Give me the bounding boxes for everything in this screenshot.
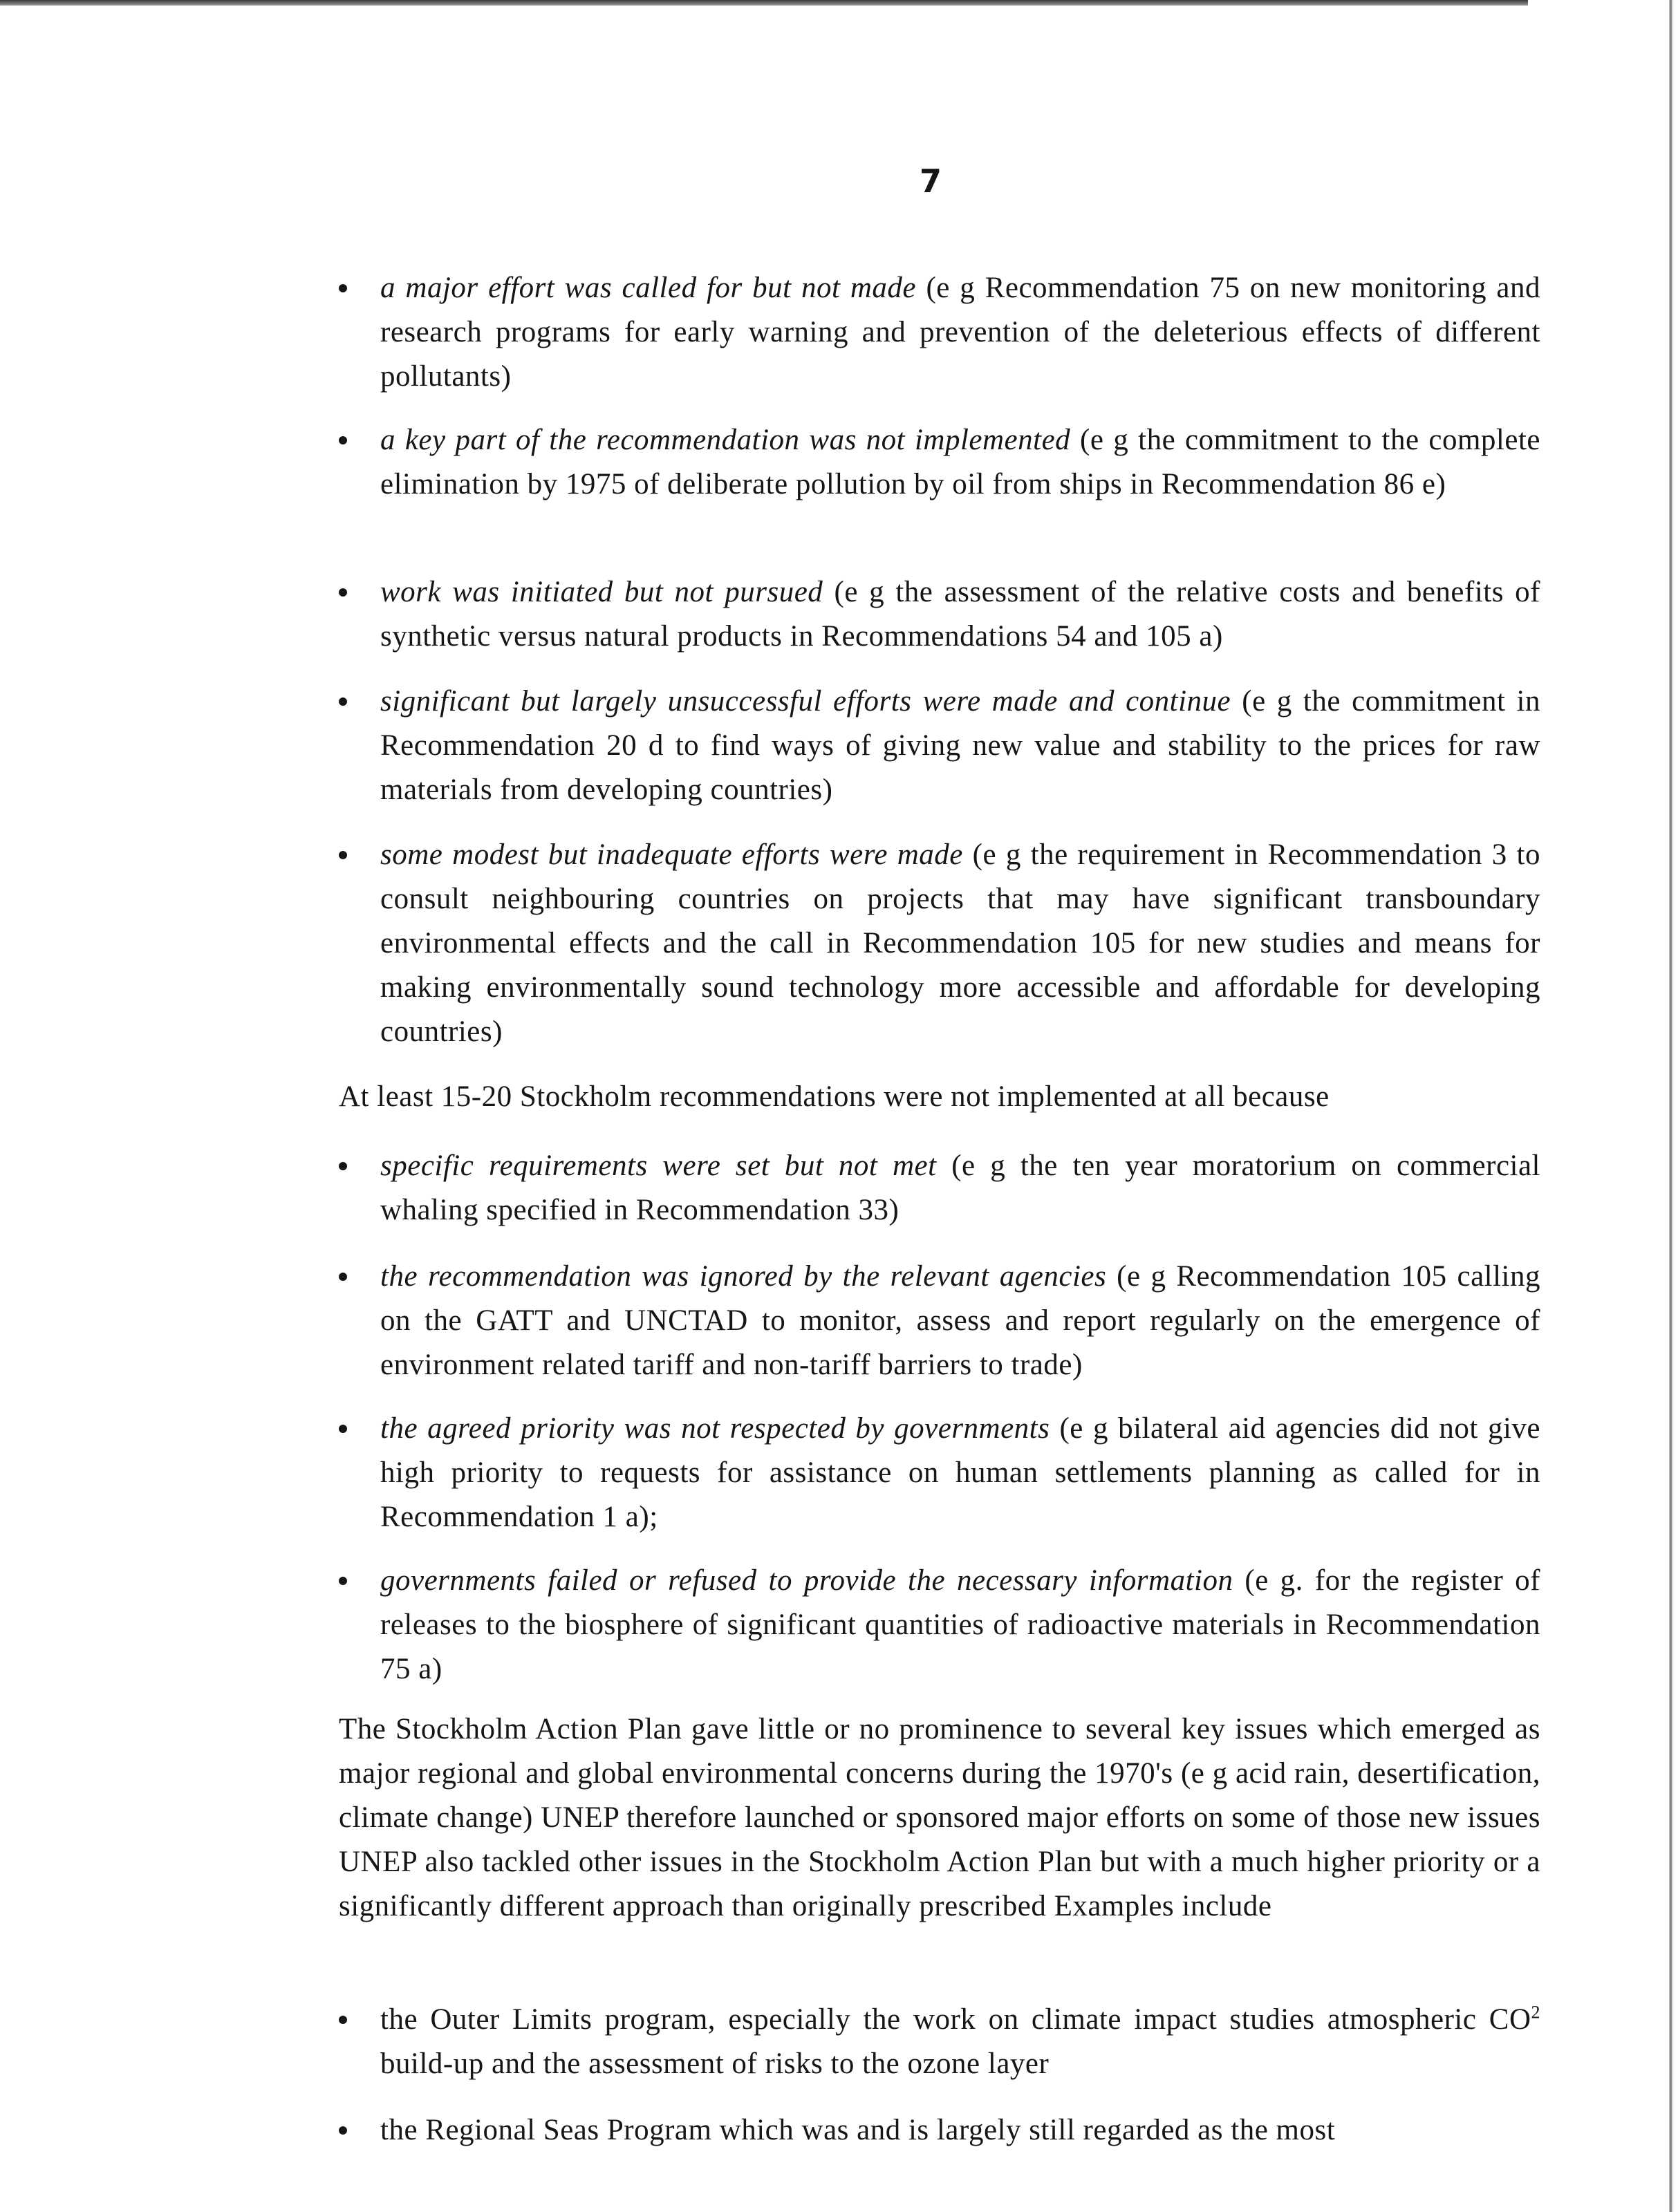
- bullet-icon: [339, 1273, 347, 1281]
- scan-top-edge: [0, 0, 1528, 6]
- list-item-body: the Regional Seas Program which was and is largely still regarded as the most: [380, 2114, 1336, 2146]
- list-item-text: [380, 1144, 1540, 1232]
- list-item-body: (e g. for the register of releases to the biosphere of significant quantities of radioactive materials in Recommendation 75 a): [380, 1564, 1540, 1685]
- bullet-icon: [339, 851, 347, 859]
- scan-right-edge: [1669, 0, 1672, 2212]
- list-item-body-cont: build-up and the assessment of risks to the ozone layer: [380, 2047, 1050, 2080]
- bullet-icon: [339, 284, 347, 292]
- list-item-body: (e g the requirement in Recommendation 3 to consult neighbouring countries on projects that may have significant transboundary environmental effects and the call in Recommendation 105 for new studies and means for making environmentally sound technology more accessible and affordable for developing countries): [380, 838, 1540, 1048]
- bullet-icon: [339, 1577, 347, 1585]
- bullet-icon: [339, 1425, 347, 1433]
- list-item-body: (e g bilateral aid agencies did not give high priority to requests for assistance on human settlements planning as called for in Recommendation 1 a);: [380, 1412, 1540, 1533]
- bullet-icon: [339, 2016, 347, 2024]
- list-item-text: [380, 266, 1540, 399]
- list-item-lead: a key part of the recommendation was not implemented: [380, 424, 1071, 456]
- list-item-lead: specific requirements were set but not met: [380, 1150, 937, 1182]
- list-item-text: [380, 1559, 1540, 1691]
- list-item-body: (e g the commitment in Recommendation 20 d to find ways of giving new value and stability to the prices for raw materials from developing countries): [380, 685, 1540, 806]
- list-item-text: [380, 2108, 1540, 2153]
- list-item-lead: work was initiated but not pursued: [380, 576, 823, 608]
- list-item-text: [380, 1407, 1540, 1539]
- list-item-body: (e g the ten year moratorium on commercial whaling specified in Recommendation 33): [380, 1150, 1541, 1226]
- list-item-body: (e g Recommendation 75 on new monitoring and research programs for early warning and prevention of the deleterious effects of different pollutants): [380, 272, 1540, 393]
- list-item-body: (e g the assessment of the relative costs and benefits of synthetic versus natural products in Recommendations 54 and 105 a): [380, 576, 1540, 653]
- body-paragraph: The Stockholm Action Plan gave little or no prominence to several key issues which emerged as major regional and global environmental concerns during the 1970's (e g acid rain, desertification, climate change) UNEP therefore launched or sponsored major efforts on some of those new issues UNEP also tackled other issues in the Stockholm Action Plan but with a much higher priority or a significantly different approach than originally prescribed Examples include: [339, 1713, 1540, 1922]
- list-item-lead: a major effort was called for but not made: [380, 272, 917, 304]
- list-item-body: (e g the commitment to the complete elimination by 1975 of deliberate pollution by oil from ships in Recommendation 86 e): [380, 424, 1541, 500]
- bullet-icon: [339, 1162, 347, 1170]
- bullet-icon: [339, 697, 347, 706]
- list-item-lead: governments failed or refused to provide the necessary information: [380, 1564, 1233, 1597]
- bullet-icon: [339, 2126, 347, 2135]
- bullet-icon: [339, 588, 347, 597]
- list-item-body: (e g Recommendation 105 calling on the GATT and UNCTAD to monitor, assess and report regularly on the emergence of environment related tariff and non-tariff barriers to trade): [380, 1260, 1540, 1381]
- list-item-body: the Outer Limits program, especially the work on climate impact studies atmospheric CO: [380, 2003, 1531, 2036]
- list-item-lead: the recommendation was ignored by the relevant agencies: [380, 1260, 1107, 1293]
- list-item-lead: the agreed priority was not respected by governments: [380, 1412, 1050, 1445]
- list-item-text: [380, 1255, 1540, 1387]
- superscript: 2: [1531, 2002, 1540, 2023]
- page-number: 7: [920, 162, 942, 200]
- list-item-lead: some modest but inadequate efforts were made: [380, 838, 963, 871]
- list-item-text: [380, 679, 1540, 812]
- list-item-text: [380, 418, 1540, 507]
- list-item-text: [380, 570, 1540, 659]
- list-item-text: [380, 1998, 1540, 2086]
- list-item-lead: significant but largely unsuccessful efforts were made and continue: [380, 685, 1231, 718]
- bullet-icon: [339, 436, 347, 444]
- intro-not-implemented: At least 15-20 Stockholm recommendations were not implemented at all because: [339, 1080, 1330, 1113]
- list-item-text: [380, 833, 1540, 1054]
